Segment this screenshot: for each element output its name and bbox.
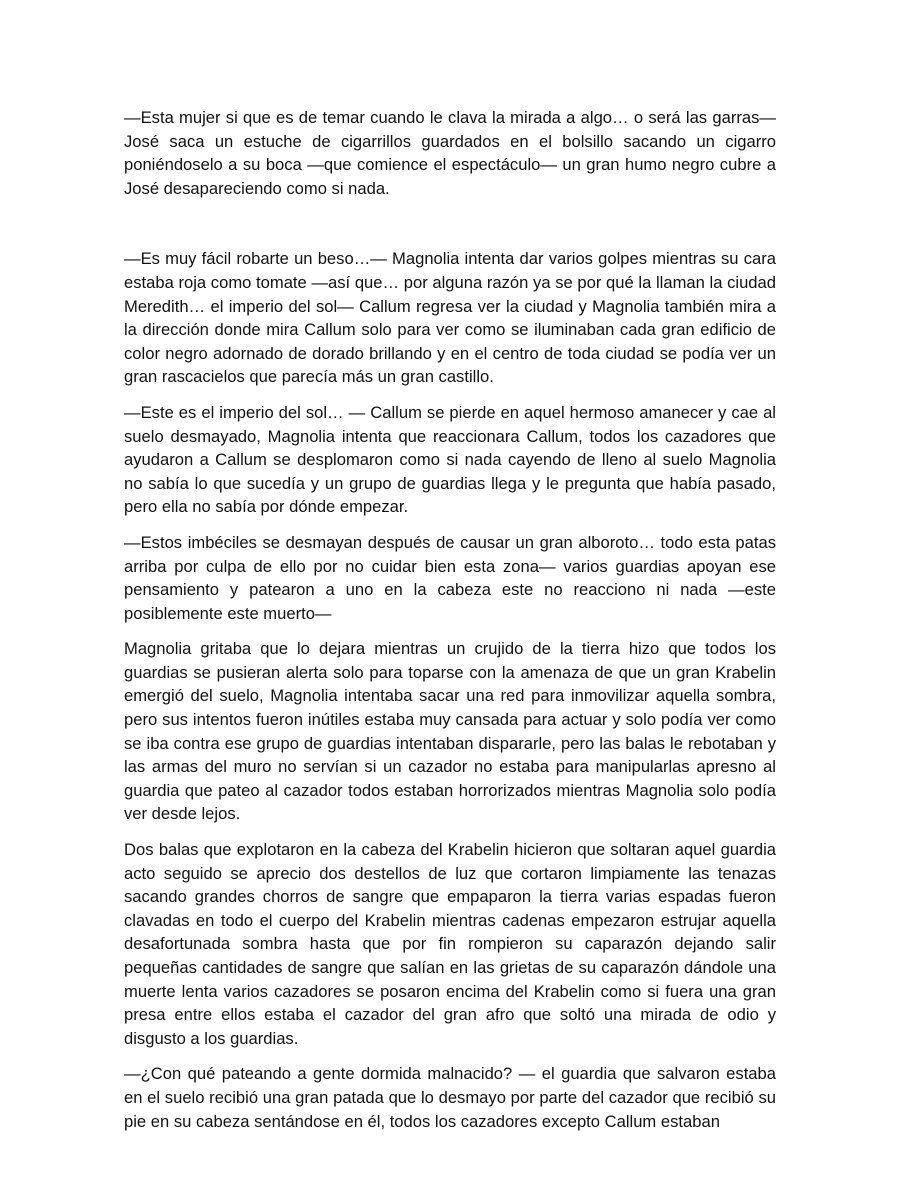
document-page [124,106,776,1145]
paragraph-5: Magnolia gritaba que lo dejara mientras un crujido de la tierra hizo que todos los guardias se pusieran alerta solo para toparse con la amenaza de que un gran Krabelin emergió del suelo, Magnolia intentaba sacar una red para inmovilizar aquella sombra, pero sus intentos fueron inútiles estaba muy cansada para actuar y solo podía ver como se iba contra ese grupo de guardias intentaban dispararle, pero las balas le rebotaban y las armas del muro no servían si un cazador no estaba para manipularlas apresno al guardia que pateo al cazador todos estaban horrorizados mientras Magnolia solo podía ver desde lejos. [124,639,776,824]
paragraph-3: —Este es el imperio del sol… — Callum se pierde en aquel hermoso amanecer y cae al suelo desmayado, Magnolia intenta que reaccionara Callum, todos los cazadores que ayudaron a Callum se desplomaron como si nada cayendo de lleno al suelo Magnolia no sabía lo que sucedía y un grupo de guardias llega y le pregunta que había pasado, pero ella no sabía por dónde empezar. [124,402,776,517]
paragraph-4: —Estos imbéciles se desmayan después de causar un gran alboroto… todo esta patas arriba por culpa de ello por no cuidar bien esta zona— varios guardias apoyan ese pensamiento y patearon a uno en la cabeza este no reacciono ni nada —este posiblemente este muerto— [124,532,776,623]
paragraph-2: —Es muy fácil robarte un beso…— Magnolia intenta dar varios golpes mientras su cara estaba roja como tomate —así que… por alguna razón ya se por qué la llaman la ciudad Meredith… el imperio del sol— Callum regresa ver la ciudad y Magnolia también mira a la dirección donde mira Callum solo para ver como se iluminaban cada gran edificio de color negro adornado de dorado brillando y en el centro de toda ciudad se podía ver un gran rascacielos que parecía más un gran castillo. [124,249,776,387]
paragraph-1: —Esta mujer si que es de temar cuando le clava la mirada a algo… o será las garras— José saca un estuche de cigarrillos guardados en el bolsillo sacando un cigarro poniéndoselo a su boca —que comience el espectáculo— un gran humo negro cubre a José desapareciendo como si nada. [124,108,776,198]
paragraph-6: Dos balas que explotaron en la cabeza del Krabelin hicieron que soltaran aquel guardia acto seguido se aprecio dos destellos de luz que cortaron limpiamente las tenazas sacando grandes chorros de sangre que empaparon la tierra varias espadas fueron clavadas en todo el cuerpo del Krabelin mientras cadenas empezaron estrujar aquella desafortunada sombra hasta que por fin rompieron su caparazón dejando salir pequeñas cantidades de sangre que salían en las grietas de su caparazón dándole una muerte lenta varios cazadores se posaron encima del Krabelin como si fuera una gran presa entre ellos estaba el cazador del gran afro que soltó una mirada de odio y disgusto a los guardias. [124,840,776,1048]
paragraph-7: —¿Con qué pateando a gente dormida malnacido? — el guardia que salvaron estaba en el suelo recibió una gran patada que lo desmayo por parte del cazador que recibió su pie en su cabeza sentándose en él, todos los cazadores excepto Callum estaban [124,1064,776,1131]
